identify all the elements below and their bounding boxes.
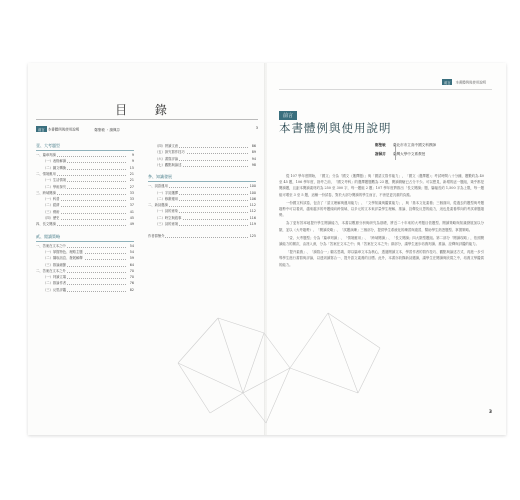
decoration-line <box>328 313 358 393</box>
toc-entry-title: （一）科普 <box>43 197 60 202</box>
toc-title: 目 錄 <box>115 103 179 117</box>
toc-entry-title: （二）學術探究 <box>43 184 67 189</box>
toc-entry-page: 119 <box>249 222 256 226</box>
decoration-line <box>218 318 264 333</box>
running-head-tag: 前言 <box>444 80 451 85</box>
toc-entry-page: 37 <box>129 203 134 208</box>
toc-entry-page: 21 <box>129 171 134 176</box>
toc-entry-page: 70 <box>129 275 134 280</box>
toc-entry-page: 112 <box>249 203 256 208</box>
body-paragraph: 一份國文科試卷，包含了「語文理解與運用能力」、「文學知識與鑑賞能力」，與「基本文化素養」三個面向，從過去的題型與考題趨勢中可以看到，越來越多的考題傾向跨領域、以多元的文本來評量學生理解、推論、詮釋及反思的能力，這也是素養導向的考試命題趨勢。 <box>279 200 484 218</box>
author-affiliation: 臺北市市立高中國文科教師 <box>392 143 437 147</box>
toc-entry-page: 59 <box>129 256 134 261</box>
toc-entry-page: 15 <box>129 165 134 170</box>
toc-entry-page: 86 <box>251 144 256 148</box>
decoration-line <box>328 313 380 348</box>
toc-entry-title: （一）判讀立場 <box>43 275 67 280</box>
toc-entry-page: 70 <box>129 268 134 273</box>
toc-entry-page: 33 <box>129 190 134 195</box>
toc-entry-page: 94 <box>251 156 256 161</box>
preface-tag: 前言 <box>38 127 45 132</box>
preface-page: 3 <box>255 126 258 130</box>
toc-entry-page: 98 <box>251 162 256 167</box>
decoration-line <box>178 318 218 363</box>
toc-entry-page: 54 <box>129 249 134 254</box>
toc-entry-title: 作者群簡介 <box>148 234 165 239</box>
toc-entry-title: （二）圖文轉換 <box>43 165 67 170</box>
toc-entry-title: 三、跨域閱讀 <box>36 190 56 195</box>
running-head-title: 本書體例與使用說明 <box>455 80 486 85</box>
author-affiliation: 臺灣大學中文系教授 <box>392 152 426 156</box>
toc-entry-page: 27 <box>129 184 134 189</box>
toc-entry-title: 二、答案在文本之外 <box>36 268 66 273</box>
toc-entry-page: 9 <box>131 153 134 157</box>
toc-entry-title: 二、情境應用 <box>36 171 56 176</box>
toc-entry-title: （二）時空與敘事 <box>155 215 182 220</box>
toc-entry-page: 9 <box>131 159 134 164</box>
toc-entry-page: 45 <box>129 216 134 220</box>
toc-entry-title: （一）表格解讀 <box>43 159 67 164</box>
toc-entry-page: 89 <box>251 150 256 155</box>
toc-entry-page: 64 <box>129 262 134 267</box>
chapter-title: 本書體例與使用說明 <box>279 121 392 135</box>
toc-entry-page: 21 <box>129 178 134 183</box>
decoration-line <box>243 368 290 393</box>
decoration-line <box>290 368 358 393</box>
preface-title: 本書體例與使用說明 <box>47 127 80 132</box>
toc-entry-title: 四、長文閱讀 <box>36 222 56 227</box>
geometric-decoration <box>28 63 506 435</box>
toc-unit-heading-text: 壹、大考題型 <box>36 143 60 148</box>
toc-entry-title: （三）藝術 <box>43 209 60 214</box>
toc-entry-title: （二）經濟 <box>43 203 60 208</box>
toc-entry-page: 125 <box>249 234 256 239</box>
decoration-line <box>264 333 290 368</box>
toc-entry-page: 100 <box>249 190 256 195</box>
toc-entry-title: （六）書寫評論 <box>155 156 179 161</box>
decoration-lines <box>178 313 380 423</box>
toc-entry-title: （二）推論作者 <box>43 281 67 286</box>
toc-entry-title: （一）生活情境 <box>43 178 67 183</box>
toc-entry-page: 82 <box>129 287 134 292</box>
toc-entry-title: （四）拼讀文意 <box>155 144 179 148</box>
toc-entry-page: 54 <box>129 243 134 248</box>
decoration-line <box>290 313 328 368</box>
toc-entry-page: 106 <box>249 196 256 201</box>
body-paragraph: 「提升素養」、「讀寫合一」顧名思義，即以篇章文本為核心，透過閱讀文本，學習作者的寫作技巧、觀點與論述方式，再進一步引導學生進行書寫與評論，以達到讀寫合一、提升語文素養的目標。此外，本書亦收錄新詩選讀，讓學生在閱讀與欣賞之中，培養文學鑑賞的能力。 <box>279 250 484 267</box>
decoration-line <box>243 393 266 423</box>
toc-entry-page: 112 <box>249 209 256 214</box>
decoration-line <box>243 333 264 393</box>
toc-entry-title: 一、篇章判讀 <box>36 153 56 157</box>
decoration-line <box>266 368 290 423</box>
toc-entry-title: （一）掌握特色、理路主題 <box>43 249 83 254</box>
toc-entry-title: 一、答案在文本之中 <box>36 243 66 248</box>
author-name: 鄭聖敏 <box>375 143 386 147</box>
author-name: 謝佩芬 <box>375 152 386 156</box>
preface-authors: 鄭聖敏 ・謝佩芬 <box>94 127 120 132</box>
toc-entry-page: 116 <box>249 215 256 220</box>
toc-entry-title: （二）擷取訊息、發展解釋 <box>43 256 83 261</box>
toc-entry-title: （三）反思評鑑 <box>43 287 67 292</box>
body-paragraph: 為了更有效率地提升學生閱讀能力，本書以數據分析與研究為基礎，將近二十年來的大考題目依題型、閱讀策略與知識發展加以分類，並以《大考趨勢》、「閱讀攻略」、「試題演練」三個部分，提供學生系統化的練習與複習，幫助學生熟悉題型、掌握策略。 <box>279 221 484 232</box>
toc-entry-title: （五）探究寫作技巧 <box>155 150 185 155</box>
toc-entry-title: 二、新詩選讀 <box>148 203 168 208</box>
decoration-line <box>210 393 243 413</box>
toc-entry-page: 49 <box>129 222 134 227</box>
toc-entry-title: （四）歷史 <box>43 216 60 220</box>
chapter-label: 前言 <box>279 111 297 120</box>
toc-entry-title: （一）詩的意象 <box>155 209 179 214</box>
toc-entry-page: 76 <box>129 281 134 286</box>
toc-entry-title: （一）字詞選擇 <box>155 190 179 195</box>
body-paragraph: 從 107 學年度開始，「國文」分為「國文（選擇題）」與「國語文寫作能力」，「國文（選擇題）」考試時間八十分鐘，題數約為 40 至 45 題，106 學年度，指考之前，「國文考科」的選擇題題數為 23 題，閱讀測驗已占分不少。可以想見，新增的這一題組，幾乎都是閱讀題，且距本閱讀素材約為 250 至 300 字，每一題組 2 題；107 學年度將推出「長文閱讀」題，篇幅長約 1,500 字為上限，每一題組可增至 3 至 5 題，這種一份試卷，對於大部分閱讀的學生而言，不啻是更沉重的負擔。 <box>279 174 484 197</box>
book-spread <box>28 63 506 435</box>
toc-entry-title: （三）推論細節 <box>43 262 67 267</box>
toc-entry-page: 41 <box>129 209 134 214</box>
body-paragraph: 「壹、大考題型」分為「篇章判讀」、「情境應用」、「跨域閱讀」、「長文閱讀」四大類型題組。第二部分「閱讀攻略」，依照閱讀能力的層次，由淺入深，分為「答案在文本之中」與「答案在文本之外」兩部分，讓學生逐步培養判讀、推論、詮釋與評鑑的能力。 <box>279 235 484 247</box>
toc-unit-heading-text: 貳、閱讀策略 <box>36 233 60 239</box>
decoration-line <box>358 348 380 393</box>
toc-entry-page: 100 <box>249 184 256 189</box>
toc-entry-title: （七）觀點與論述 <box>155 162 182 167</box>
toc-entry-page: 33 <box>129 197 134 202</box>
page-number: 3 <box>488 410 492 415</box>
toc-unit-heading-text: 參、知識發展 <box>148 174 172 180</box>
toc-entry-title: （三）詩的意境 <box>155 222 179 226</box>
decoration-line <box>218 318 243 393</box>
toc-entry-title: （二）修辭運用 <box>155 196 179 201</box>
toc-entry-title: 一、詞語運用 <box>148 184 168 189</box>
